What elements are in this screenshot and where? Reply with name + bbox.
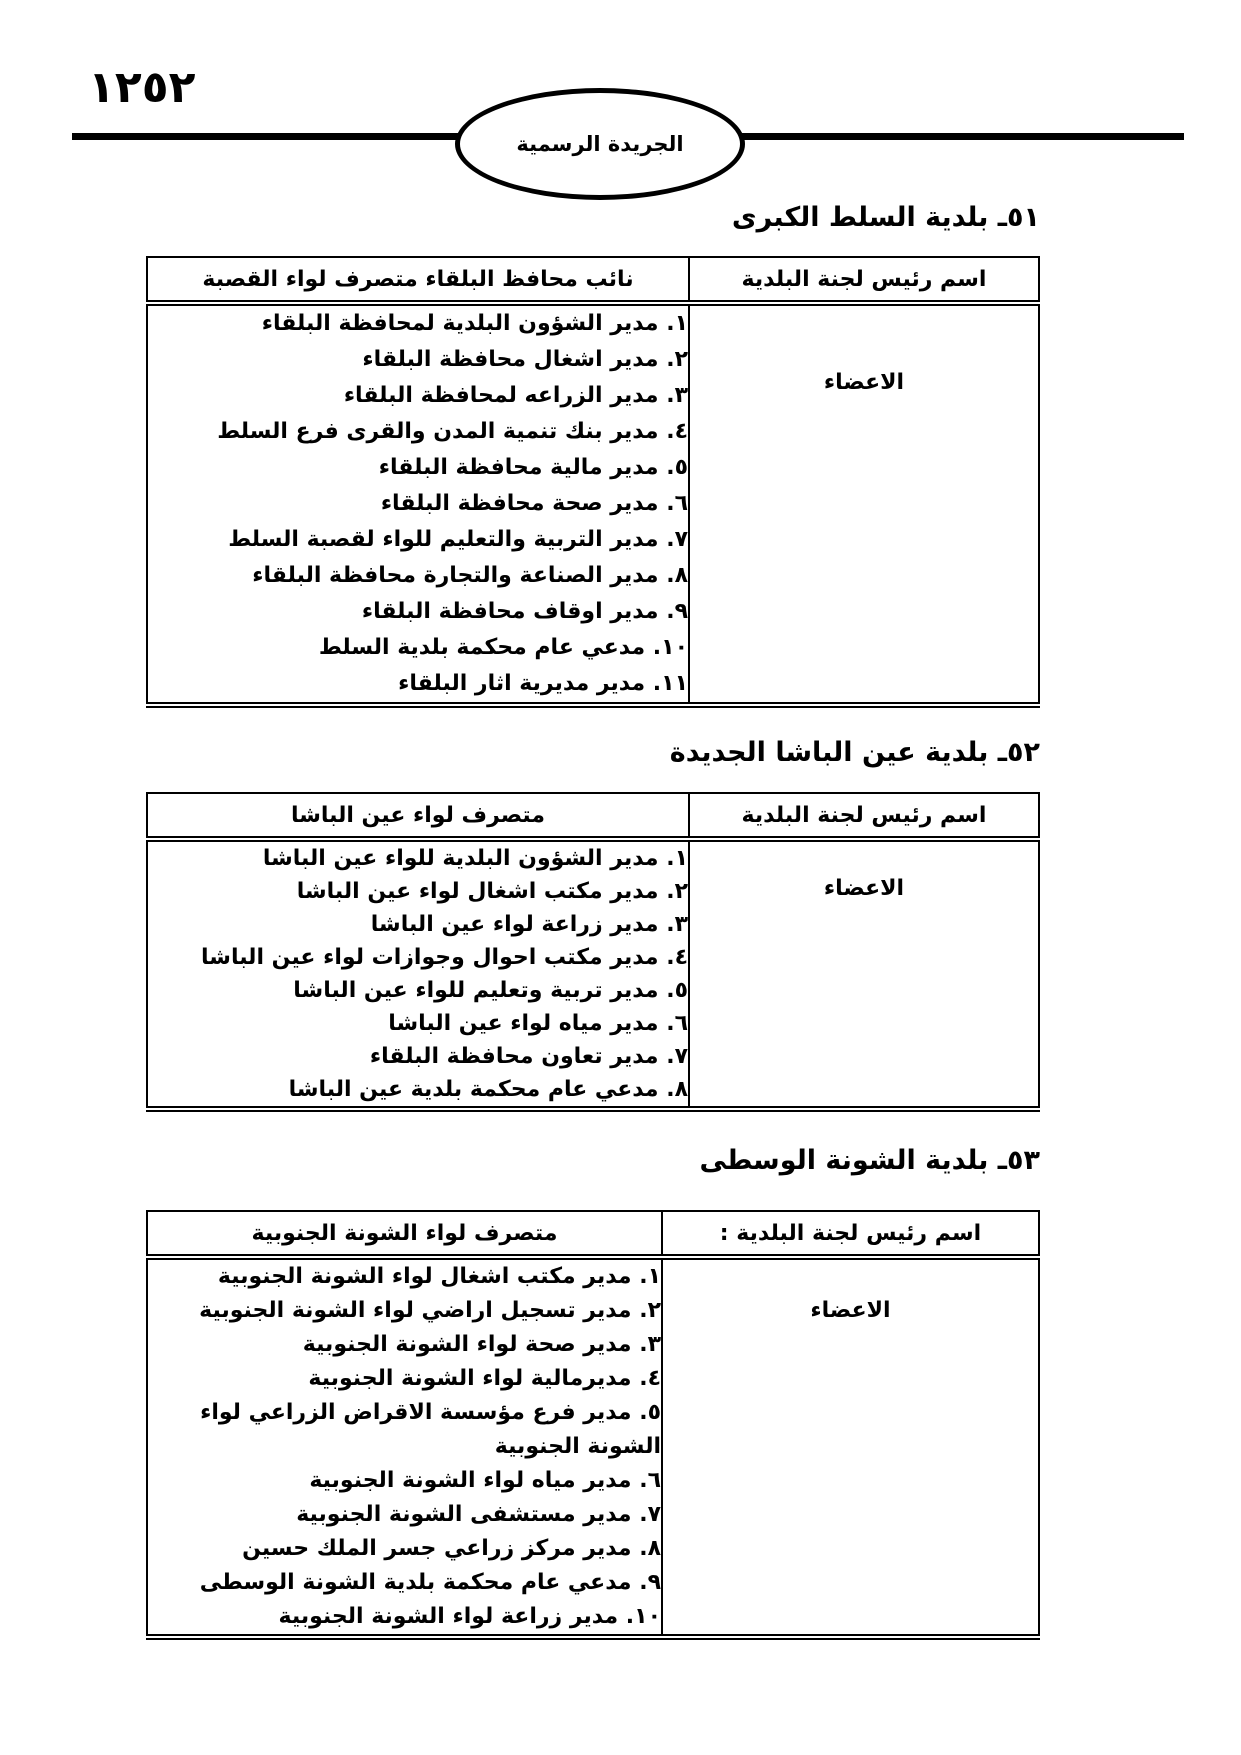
member-item: ١. مدير الشؤون البلدية لمحافظة البلقاء [261,311,688,336]
chairman-column-header: اسم رئيس لجنة البلدية [689,257,1039,303]
member-item: ٩. مدير اوقاف محافظة البلقاء [361,599,688,624]
member-item: ٧. مدير مستشفى الشونة الجنوبية [296,1502,661,1527]
section-title: ٥٣ـ بلدية الشونة الوسطى [699,1145,1040,1176]
committee-table-ain-albasha [146,792,1040,1112]
member-item: ٨. مدعي عام محكمة بلدية عين الباشا [288,1077,688,1102]
member-item: ٥. مدير فرع مؤسسة الاقراض الزراعي لواء الشونة الجنوبية [200,1400,661,1459]
member-item: ١. مدير الشؤون البلدية للواء عين الباشا [262,846,688,871]
chairman-column-header: اسم رئيس لجنة البلدية [689,793,1039,839]
member-item: ١٠. مدير زراعة لواء الشونة الجنوبية [278,1604,661,1629]
table-body-row [147,303,1039,705]
member-item: ٣. مدير صحة لواء الشونة الجنوبية [302,1332,661,1357]
member-item: ٩. مدعي عام محكمة بلدية الشونة الوسطى [199,1570,661,1595]
member-item: ٤. مدير بنك تنمية المدن والقرى فرع السلط [217,419,688,444]
member-item: ٣. مدير زراعة لواء عين الباشا [370,912,688,937]
table-header-row [147,257,1039,303]
member-item: ٨. مدير الصناعة والتجارة محافظة البلقاء [252,563,688,588]
members-label-cell [689,303,1039,705]
member-item: ٧. مدير تعاون محافظة البلقاء [369,1044,688,1069]
officials-column-header: متصرف لواء الشونة الجنوبية [147,1211,662,1257]
member-item: ٢. مدير مكتب اشغال لواء عين الباشا [296,879,688,904]
member-item: ٢. مدير تسجيل اراضي لواء الشونة الجنوبية [199,1298,661,1323]
member-item: ٧. مدير التربية والتعليم للواء لقصبة السلط [228,527,688,552]
gazette-name: الجريدة الرسمية [516,132,684,156]
officials-column-header: متصرف لواء عين الباشا [147,793,689,839]
member-item: ٥. مدير تربية وتعليم للواء عين الباشا [293,978,688,1003]
section-ain-albasha-municipality [148,733,1040,1112]
table-body-row [147,839,1039,1109]
members-label: الاعضاء [823,876,905,901]
section-title: ٥٢ـ بلدية عين الباشا الجديدة [669,737,1040,768]
member-item: ٤. مديرمالية لواء الشونة الجنوبية [308,1366,661,1391]
table-body-row [147,1257,1039,1637]
member-item: ١. مدير مكتب اشغال لواء الشونة الجنوبية [217,1264,661,1289]
member-item: ٦. مدير صحة محافظة البلقاء [380,491,688,516]
page-number: ١٢٥٢ [88,62,196,113]
gazette-title-oval [455,88,745,200]
members-label-cell [662,1257,1039,1637]
member-item: ٣. مدير الزراعه لمحافظة البلقاء [343,383,688,408]
members-label: الاعضاء [823,370,905,395]
committee-table-salt [146,256,1040,708]
members-label-cell [689,839,1039,1109]
members-list-cell [147,303,689,705]
section-salt-municipality [148,198,1040,708]
section-title: ٥١ـ بلدية السلط الكبرى [731,202,1040,233]
member-item: ٢. مدير اشغال محافظة البلقاء [362,347,688,372]
member-item: ٦. مدير مياه لواء الشونة الجنوبية [309,1468,661,1493]
member-item: ٤. مدير مكتب احوال وجوازات لواء عين الباشا [201,945,688,970]
members-list-cell [147,839,689,1109]
table-header-row [147,793,1039,839]
member-item: ١١. مدير مديرية اثار البلقاء [398,671,688,696]
member-item: ٥. مدير مالية محافظة البلقاء [378,455,688,480]
member-item: ٦. مدير مياه لواء عين الباشا [388,1011,688,1036]
section-shouneh-municipality [148,1141,1040,1640]
members-list-cell [147,1257,662,1637]
chairman-column-header: اسم رئيس لجنة البلدية : [662,1211,1039,1257]
table-header-row [147,1211,1039,1257]
committee-table-shouneh [146,1210,1040,1640]
officials-column-header: نائب محافظ البلقاء متصرف لواء القصبة [147,257,689,303]
members-label: الاعضاء [810,1298,891,1323]
member-item: ١٠. مدعي عام محكمة بلدية السلط [318,635,688,660]
member-item: ٨. مدير مركز زراعي جسر الملك حسين [242,1536,661,1561]
